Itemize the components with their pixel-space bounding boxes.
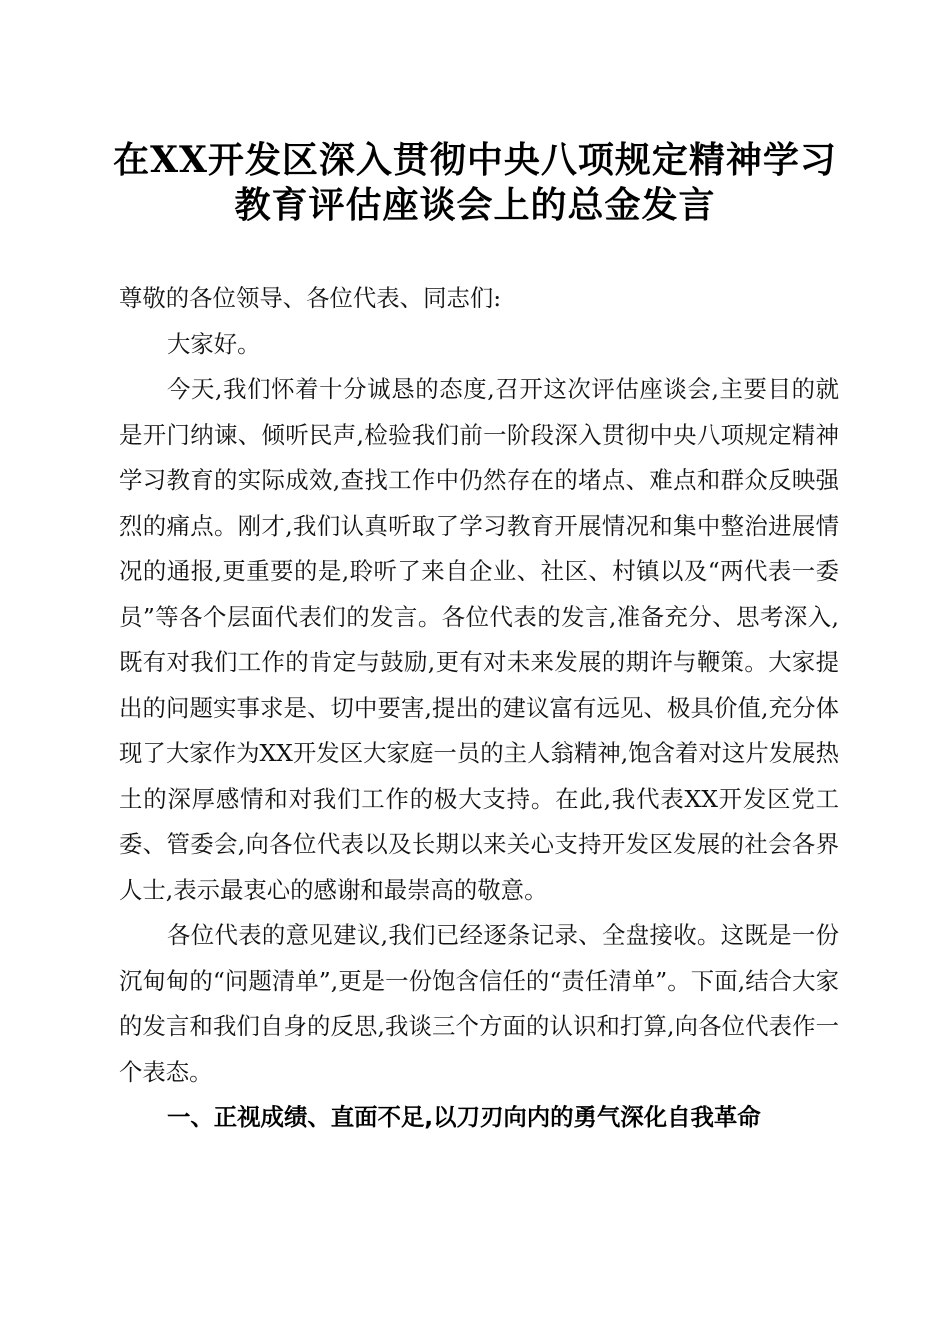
section-heading-1: 一、正视成绩、直面不足,以刀刃向内的勇气深化自我革命 (167, 1103, 761, 1131)
paragraph-commitment: 各位代表的意见建议,我们已经逐条记录、全盘接收。这既是一份沉甸甸的“问题清单”,更是一份饱含信任的“责任清单”。下面,结合大家的发言和我们自身的反思,我谈三个方面的认识和打算,向各位代表作一个表态。 (119, 921, 839, 1086)
document-title-line-2: 教育评估座谈会上的总金发言 (234, 184, 716, 226)
document-title-line-1: 在XX开发区深入贯彻中央八项规定精神学习 (113, 139, 837, 181)
paragraph-opening: 今天,我们怀着十分诚恳的态度,召开这次评估座谈会,主要目的就是开门纳谏、倾听民声,检验我们前一阶段深入贯彻中央八项规定精神学习教育的实际成效,查找工作中仍然存在的堵点、难点和群众反映强烈的痛点。刚才,我们认真听取了学习教育开展情况和集中整治进展情况的通报,更重要的是,聆听了来自企业、社区、村镇以及“两代表一委员”等各个层面代表们的发言。各位代表的发言,准备充分、思考深入,既有对我们工作的肯定与鼓励,更有对未来发展的期许与鞭策。大家提出的问题实事求是、切中要害,提出的建议富有远见、极具价值,充分体现了大家作为XX开发区大家庭一员的主人翁精神,饱含着对这片发展热土的深厚感情和对我们工作的极大支持。在此,我代表XX开发区党工委、管委会,向各位代表以及长期以来关心支持开发区发展的社会各界人士,表示最衷心的感谢和最崇高的敬意。 (119, 375, 839, 904)
document-body (119, 276, 839, 1141)
salutation: 尊敬的各位领导、各位代表、同志们: (119, 284, 502, 312)
greeting: 大家好。 (167, 329, 261, 358)
